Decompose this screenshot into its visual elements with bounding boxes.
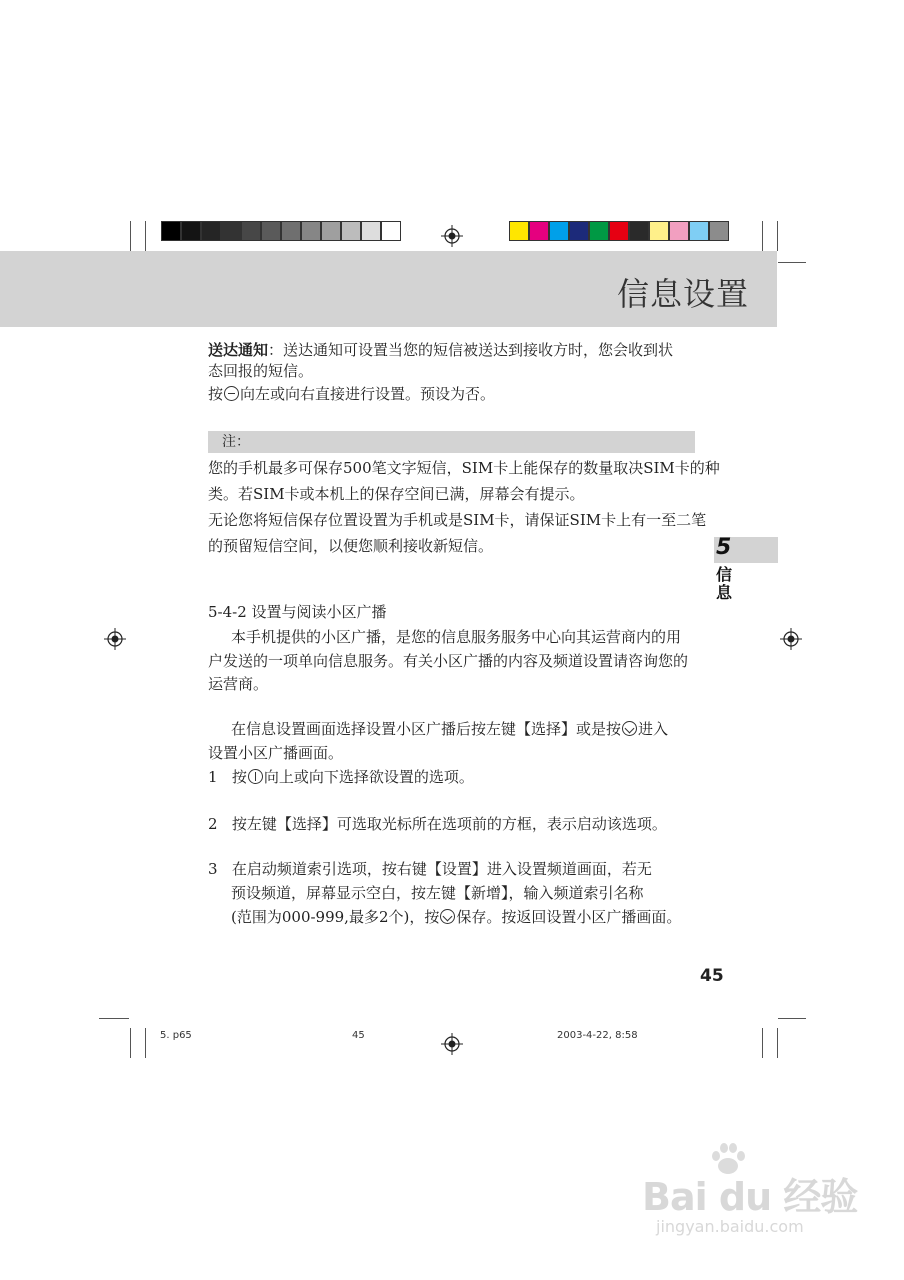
crop-mark [777, 1028, 778, 1058]
color-swatch [709, 221, 729, 241]
color-swatch [649, 221, 669, 241]
crop-mark [145, 1028, 146, 1058]
color-swatch [509, 221, 529, 241]
color-swatch [221, 221, 241, 241]
color-swatch [381, 221, 401, 241]
footer-file: 5. p65 [160, 1030, 192, 1041]
note-bar [208, 431, 695, 453]
registration-mark-icon [441, 225, 463, 247]
crop-mark [778, 1018, 806, 1019]
color-swatch [549, 221, 569, 241]
intro-line: 户发送的一项单向信息服务。有关小区广播的内容及频道设置请咨询您的 [208, 652, 689, 670]
step-number: 1 [208, 768, 218, 786]
crop-mark [777, 221, 778, 251]
crop-mark [99, 1018, 129, 1019]
color-swatch [161, 221, 181, 241]
registration-mark-icon [104, 628, 126, 650]
ok-key-icon [622, 721, 637, 736]
color-swatch [281, 221, 301, 241]
step-text: 按左键【选择】可选取光标所在选项前的方框，表示启动该选项。 [231, 815, 667, 833]
registration-mark-icon [780, 628, 802, 650]
chapter-tab [714, 537, 778, 563]
step-text: 向上或向下选择欲设置的选项。 [263, 768, 474, 786]
step-number: 2 [208, 815, 218, 833]
delivery-notice-text: ：送达通知可设置当您的短信被送达到接收方时，您会收到状 [268, 341, 674, 359]
color-swatch [301, 221, 321, 241]
footer-timestamp: 2003-4-22, 8:58 [557, 1030, 638, 1041]
registration-mark-icon [441, 1033, 463, 1055]
chapter-label-char: 息 [716, 583, 733, 602]
delivery-instruction-text: 向左或向右直接进行设置。预设为否。 [240, 385, 496, 403]
watermark [642, 1148, 857, 1236]
step-3 [208, 856, 652, 882]
chapter-label-char: 信 [716, 565, 733, 584]
color-swatch [361, 221, 381, 241]
crop-mark [145, 221, 146, 251]
intro-line: 本手机提供的小区广播，是您的信息服务服务中心向其运营商内的用 [231, 628, 682, 646]
crop-mark [778, 262, 806, 263]
nav-left-right-key-icon [224, 386, 239, 401]
header-band [0, 251, 777, 327]
delivery-press-text: 按 [208, 385, 224, 403]
step-3-line2: 预设频道，屏幕显示空白，按左键【新增】，输入频道索引名称 [231, 884, 644, 902]
color-swatch [529, 221, 549, 241]
color-swatch [321, 221, 341, 241]
step-text: 保存。按返回设置小区广播画面。 [456, 908, 682, 926]
note-line: 无论您将短信保存位置设置为手机或是SIM卡，请保证SIM卡上有一至二笔 [208, 511, 707, 529]
watermark-logo: Bai du 经验 [642, 1175, 858, 1219]
watermark-url: jingyan.baidu.com [656, 1217, 804, 1236]
chapter-label [716, 566, 736, 602]
delivery-notice-label: 送达通知 [208, 341, 269, 359]
intro-line: 运营商。 [208, 675, 269, 693]
color-swatch [181, 221, 201, 241]
step-3-line3 [231, 904, 681, 930]
page-title: 信息设置 [616, 275, 749, 313]
crop-mark [762, 221, 763, 251]
color-bar [509, 221, 729, 243]
step-2 [208, 811, 667, 837]
step-number: 3 [208, 860, 218, 878]
instruction-text: 在信息设置画面选择设置小区广播后按左键【选择】或是按 [231, 720, 622, 738]
gray-color-bar [161, 221, 401, 243]
chapter-number: 5 [716, 535, 732, 560]
color-swatch [241, 221, 261, 241]
footer-page: 45 [352, 1030, 365, 1041]
note-line: 的预留短信空间，以便您顺利接收新短信。 [208, 537, 494, 555]
paw-logo-icon [708, 1142, 748, 1176]
color-swatch [201, 221, 221, 241]
color-swatch [609, 221, 629, 241]
instruction-line [231, 716, 668, 742]
step-text: 在启动频道索引选项，按右键【设置】进入设置频道画面，若无 [231, 860, 652, 878]
step-1 [208, 764, 474, 790]
step-text: 按 [231, 768, 247, 786]
color-swatch [629, 221, 649, 241]
step-text: (范围为000-999,最多2个)，按 [231, 908, 440, 926]
crop-mark [130, 221, 131, 251]
crop-mark [130, 1028, 131, 1058]
ok-key-icon [440, 909, 455, 924]
color-swatch [689, 221, 709, 241]
delivery-notice-line2: 态回报的短信。 [208, 362, 314, 380]
note-line: 您的手机最多可保存500笔文字短信，SIM卡上能保存的数量取决SIM卡的种 [208, 459, 720, 477]
section-heading: 5-4-2 设置与阅读小区广播 [208, 603, 387, 621]
instruction-text: 进入 [638, 720, 669, 738]
nav-up-down-key-icon [248, 769, 263, 784]
color-swatch [569, 221, 589, 241]
color-swatch [341, 221, 361, 241]
color-swatch [669, 221, 689, 241]
color-swatch [589, 221, 609, 241]
delivery-notice-line3 [208, 381, 495, 407]
note-label: 注： [222, 434, 250, 450]
color-swatch [261, 221, 281, 241]
instruction-line: 设置小区广播画面。 [208, 744, 344, 762]
crop-mark [762, 1028, 763, 1058]
note-line: 类。若SIM卡或本机上的保存空间已满，屏幕会有提示。 [208, 485, 585, 503]
page-number: 45 [700, 966, 724, 986]
